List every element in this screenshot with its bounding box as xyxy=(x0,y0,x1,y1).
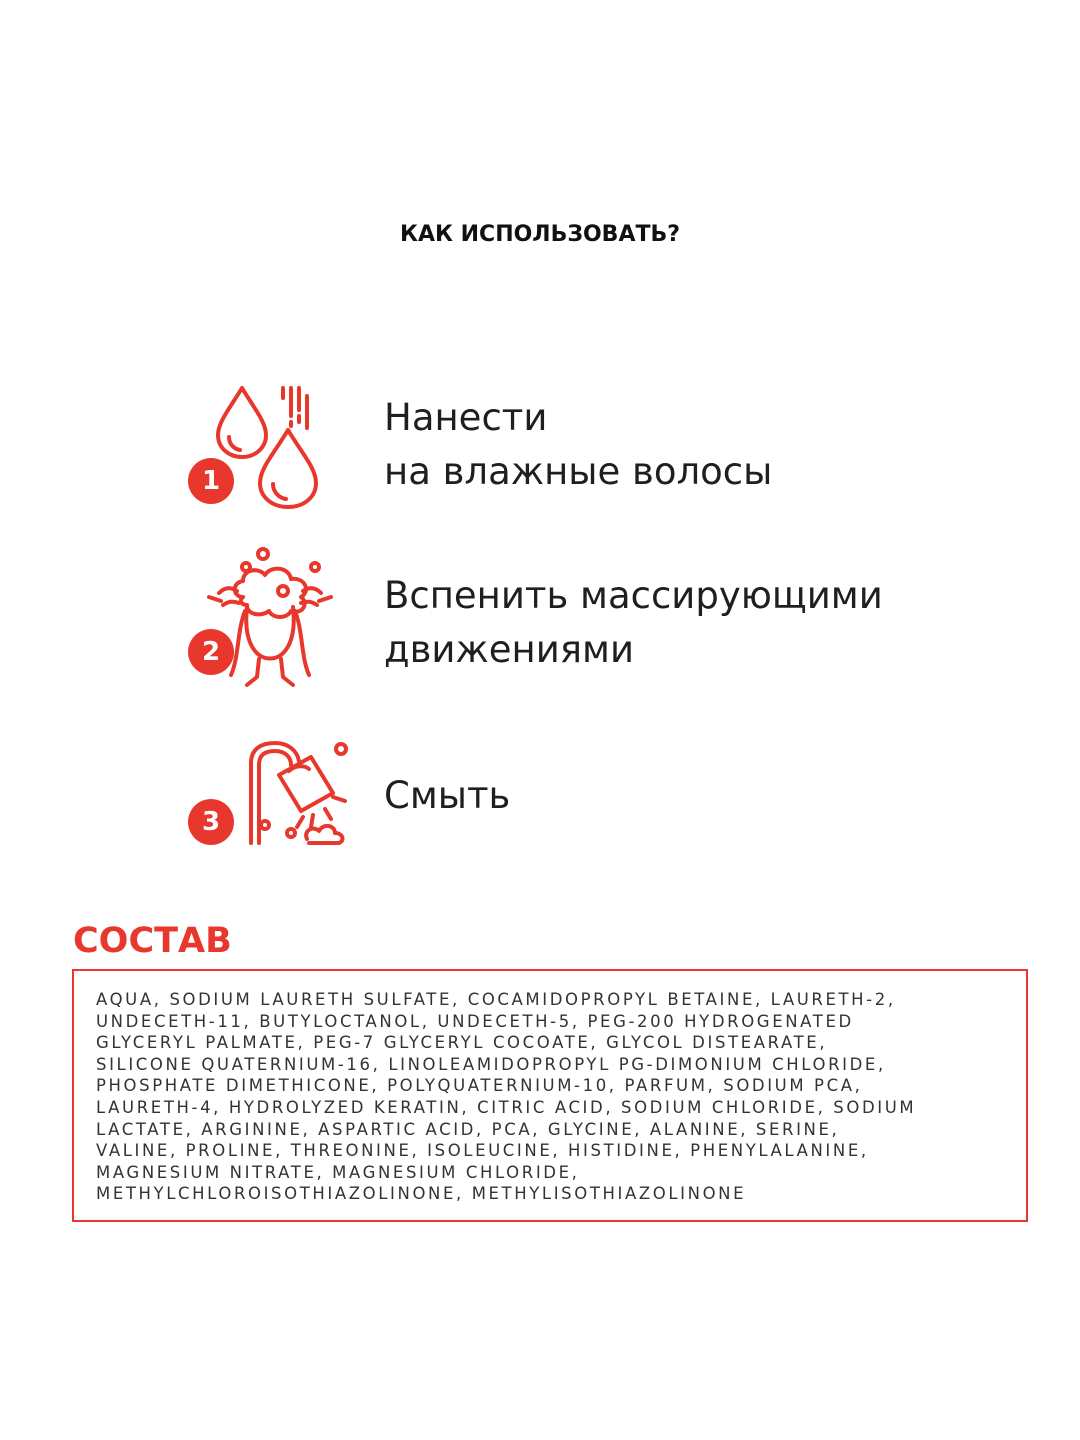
step-number-badge: 2 xyxy=(188,629,234,675)
water-drops-icon xyxy=(185,380,355,530)
page-title: КАК ИСПОЛЬЗОВАТЬ? xyxy=(399,222,681,247)
step-description xyxy=(384,391,772,499)
ingredients-line: UNDECETH-11, BUTYLOCTANOL, UNDECETH-5, PEG-200 HYDROGENATED xyxy=(96,1011,854,1031)
step-3 xyxy=(0,735,1080,885)
step-line: на влажные волосы xyxy=(384,450,773,493)
step-line: Нанести xyxy=(384,396,548,439)
step-description xyxy=(384,769,510,823)
step-1 xyxy=(0,380,1080,530)
foam-hair-icon xyxy=(185,545,355,695)
ingredients-line: LAURETH-4, HYDROLYZED KERATIN, CITRIC ACID, SODIUM CHLORIDE, SODIUM xyxy=(96,1097,917,1117)
step-description xyxy=(384,569,883,677)
ingredients-line: GLYCERYL PALMATE, PEG-7 GLYCERYL COCOATE, GLYCOL DISTEARATE, xyxy=(96,1033,828,1053)
ingredients-line: MAGNESIUM NITRATE, MAGNESIUM CHLORIDE, xyxy=(96,1162,580,1182)
step-line: движениями xyxy=(384,628,634,671)
ingredients-text xyxy=(96,989,1012,1205)
composition-title: СОСТАВ xyxy=(73,921,232,961)
ingredients-line: PHOSPHATE DIMETHICONE, POLYQUATERNIUM-10, PARFUM, SODIUM PCA, xyxy=(96,1076,863,1096)
ingredients-box xyxy=(72,969,1028,1222)
step-line: Вспенить массирующими xyxy=(384,574,883,617)
step-line: Смыть xyxy=(384,774,511,817)
ingredients-line: SILICONE QUATERNIUM-16, LINOLEAMIDOPROPYL PG-DIMONIUM CHLORIDE, xyxy=(96,1054,886,1074)
shower-icon xyxy=(185,735,355,885)
ingredients-line: METHYLCHLOROISOTHIAZOLINONE, METHYLISOTHIAZOLINONE xyxy=(96,1184,747,1204)
step-2 xyxy=(0,545,1080,695)
ingredients-line: LACTATE, ARGININE, ASPARTIC ACID, PCA, GLYCINE, ALANINE, SERINE, xyxy=(96,1119,840,1139)
ingredients-line: VALINE, PROLINE, THREONINE, ISOLEUCINE, HISTIDINE, PHENYLALANINE, xyxy=(96,1141,869,1161)
step-number-badge: 1 xyxy=(188,458,234,504)
ingredients-line: AQUA, SODIUM LAURETH SULFATE, COCAMIDOPROPYL BETAINE, LAURETH-2, xyxy=(96,990,896,1009)
step-number-badge: 3 xyxy=(188,799,234,845)
